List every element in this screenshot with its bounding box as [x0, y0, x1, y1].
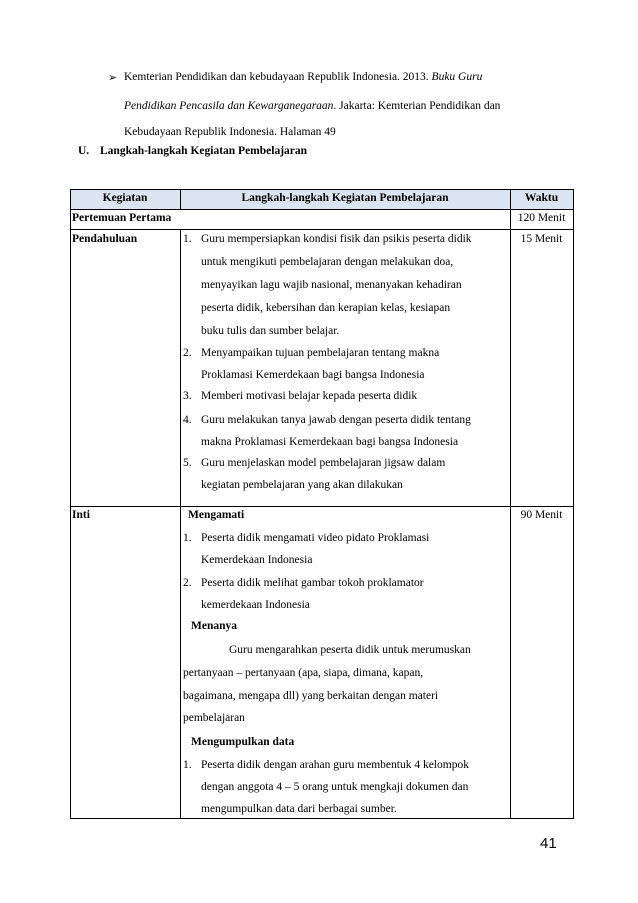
section-heading: [78, 145, 307, 157]
subheading-menanya: Menanya: [191, 620, 237, 632]
item-line: untuk mengikuti pembelajaran dengan melakukan doa,: [201, 256, 454, 268]
subheading-mengumpulkan: Mengumpulkan data: [191, 736, 295, 748]
item-number: 5.: [183, 457, 192, 469]
header-waktu: Waktu: [524, 192, 559, 204]
header-langkah: Langkah-langkah Kegiatan Pembelajaran: [241, 192, 449, 204]
item-line: Guru mempersiapkan kondisi fisik dan psikis peserta didik: [201, 233, 472, 245]
section-number: U.: [78, 145, 90, 157]
item-line: makna Proklamasi Kemerdekaan bagi bangsa Indonesia: [201, 436, 459, 448]
reference-book-title: Pendidikan Pencasila dan Kewarganegaraan: [124, 100, 334, 112]
pendahuluan-label: Pendahuluan: [72, 233, 138, 245]
section-title: Langkah-langkah Kegiatan Pembelajaran: [100, 145, 308, 157]
item-line: kegiatan pembelajaran yang akan dilakukan: [201, 479, 403, 491]
item-line: Guru menjelaskan model pembelajaran jigsaw dalam: [201, 457, 446, 469]
item-number: 3.: [183, 390, 192, 402]
item-line: Memberi motivasi belajar kepada peserta didik: [201, 390, 418, 402]
reference-line-2: [124, 100, 500, 112]
bullet-arrow-icon: ➢: [108, 72, 118, 84]
menanya-line: bagaimana, mengapa dll) yang berkaitan dengan materi: [183, 690, 439, 702]
subheading-mengamati: Mengamati: [188, 509, 245, 521]
item-line: Kemerdekaan Indonesia: [201, 554, 313, 566]
item-line: dengan anggota 4 – 5 orang untuk mengkaji dokumen dan: [201, 781, 469, 793]
reference-text: Kemterian Pendidikan dan kebudayaan Republik Indonesia. 2013.: [124, 71, 432, 83]
item-line: kemerdekaan Indonesia: [201, 599, 310, 611]
pertemuan-time: 120 Menit: [517, 212, 566, 224]
pertemuan-label: Pertemuan Pertama: [72, 212, 172, 224]
item-line: menyayikan lagu wajib nasional, menanyakan kehadiran: [201, 279, 462, 291]
item-line: Guru melakukan tanya jawab dengan peserta didik tentang: [201, 414, 471, 426]
item-line: Proklamasi Kemerdekaan bagi bangsa Indonesia: [201, 369, 425, 381]
item-line: peserta didik, kebersihan dan kerapian kelas, kesiapan: [201, 302, 451, 314]
page-number: 41: [540, 835, 557, 852]
item-line: Peserta didik mengamati video pidato Proklamasi: [201, 532, 430, 544]
reference-text: . Jakarta: Kemterian Pendidikan dan: [333, 100, 501, 112]
reference-line-3: Kebudayaan Republik Indonesia. Halaman 49: [124, 126, 336, 138]
item-number: 4.: [183, 414, 192, 426]
menanya-line: pertanyaan – pertanyaan (apa, siapa, dimana, kapan,: [183, 667, 424, 679]
item-line: Peserta didik melihat gambar tokoh proklamator: [201, 577, 424, 589]
menanya-line: pembelajaran: [183, 712, 245, 724]
item-number: 1.: [183, 532, 192, 544]
item-line: buku tulis dan sumber belajar.: [201, 325, 340, 337]
item-number: 2.: [183, 347, 192, 359]
inti-time: 90 Menit: [520, 509, 563, 521]
item-line: Peserta didik dengan arahan guru membentuk 4 kelompok: [201, 759, 469, 771]
lesson-steps-table: [70, 189, 574, 819]
item-line: Menyampaikan tujuan pembelajaran tentang makna: [201, 347, 440, 359]
menanya-line: Guru mengarahkan peserta didik untuk merumuskan: [229, 644, 471, 656]
header-kegiatan: Kegiatan: [102, 192, 148, 204]
item-number: 1.: [183, 233, 192, 245]
item-number: 2.: [183, 577, 192, 589]
inti-label: Inti: [72, 509, 90, 521]
item-number: 1.: [183, 759, 192, 771]
item-line: mengumpulkan data dari berbagai sumber.: [201, 803, 397, 815]
pendahuluan-time: 15 Menit: [520, 233, 563, 245]
reference-book-title: Buku Guru: [431, 71, 483, 83]
reference-line-1: [124, 71, 482, 83]
